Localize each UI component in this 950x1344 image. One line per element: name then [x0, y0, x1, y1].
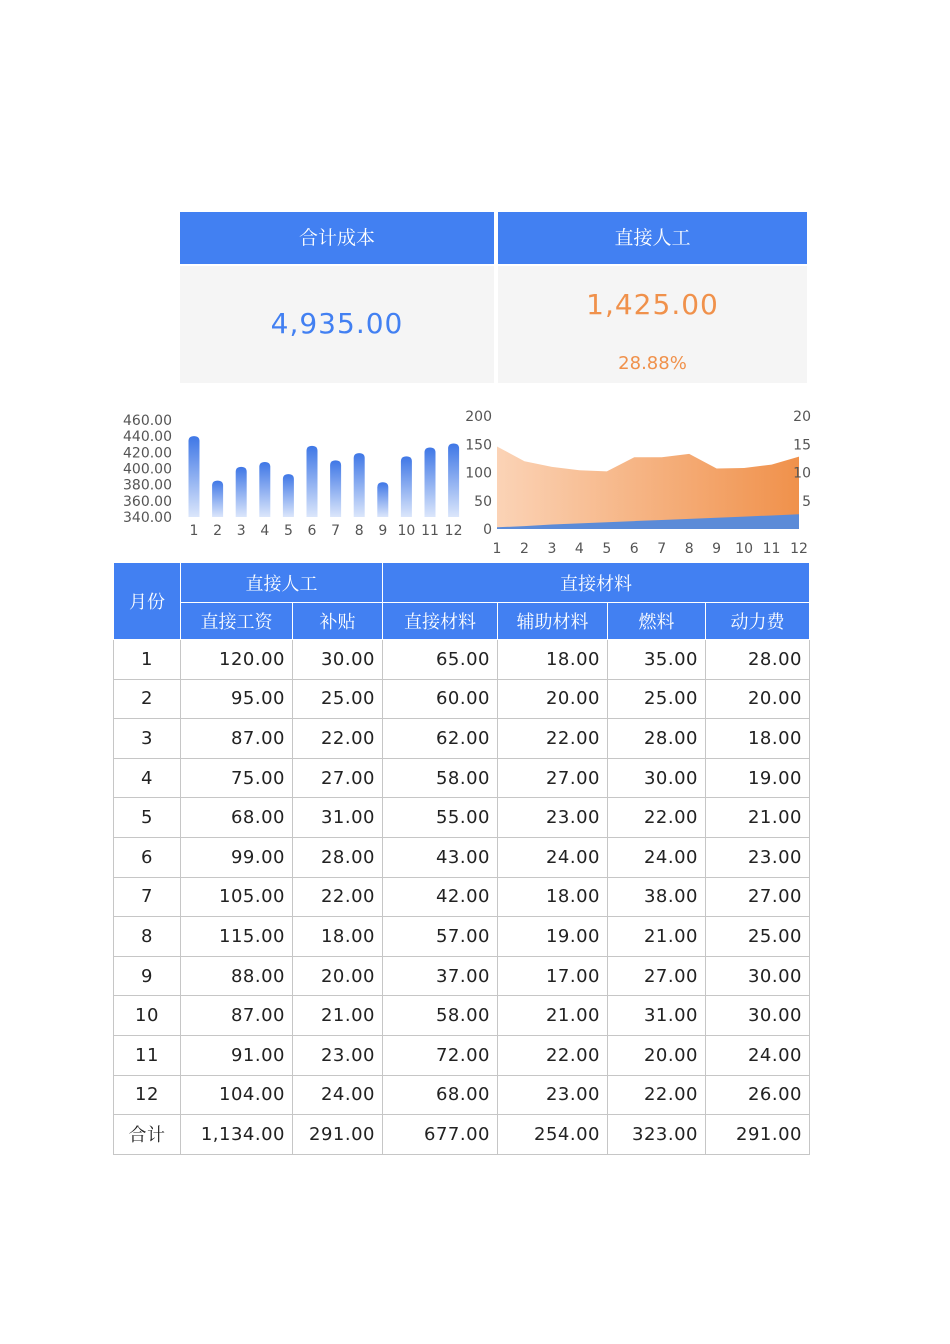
group-header-material: 直接材料 [383, 563, 810, 603]
table-row [114, 640, 810, 680]
month-cell: 3 [114, 719, 181, 759]
column-header: 补贴 [293, 603, 383, 640]
y-tick-label: 380.00 [123, 477, 172, 494]
x-tick-label: 2 [213, 523, 223, 539]
x-tick-label: 7 [331, 523, 341, 539]
column-header: 直接材料 [383, 603, 498, 640]
table-row [114, 719, 810, 759]
table-cell: 57.00 [383, 917, 498, 957]
bar [212, 481, 223, 517]
bar-chart [112, 400, 472, 545]
table-cell: 87.00 [181, 996, 293, 1036]
y2-tick-label: 5 [802, 493, 811, 510]
x-tick-label: 11 [762, 541, 781, 557]
table-cell: 87.00 [181, 719, 293, 759]
table-cell: 104.00 [181, 1075, 293, 1115]
kpi-labor-body [498, 266, 807, 383]
table-cell: 18.00 [293, 917, 383, 957]
month-cell: 6 [114, 837, 181, 877]
kpi-total-body [180, 266, 494, 383]
table-cell: 30.00 [706, 996, 810, 1036]
table-row [114, 798, 810, 838]
table-cell: 27.00 [293, 758, 383, 798]
table-row [114, 996, 810, 1036]
table-cell: 21.00 [706, 798, 810, 838]
table-cell: 17.00 [498, 956, 608, 996]
table-cell: 28.00 [293, 837, 383, 877]
table-cell: 88.00 [181, 956, 293, 996]
y-tick-label: 100 [465, 465, 492, 482]
y-tick-label: 200 [465, 409, 492, 425]
month-cell: 12 [114, 1075, 181, 1115]
table-cell: 26.00 [706, 1075, 810, 1115]
bar [236, 467, 247, 517]
table-cell: 62.00 [383, 719, 498, 759]
table-cell: 72.00 [383, 1035, 498, 1075]
table-cell: 25.00 [293, 679, 383, 719]
table-cell: 291.00 [293, 1115, 383, 1155]
table-cell: 75.00 [181, 758, 293, 798]
table-body [114, 640, 810, 1115]
x-tick-label: 10 [735, 541, 754, 557]
column-header: 动力费 [706, 603, 810, 640]
table-cell: 20.00 [706, 679, 810, 719]
y2-tick-label: 20 [793, 409, 811, 425]
table-cell: 30.00 [608, 758, 706, 798]
bar [307, 446, 318, 517]
kpi-labor-percent: 28.88% [618, 353, 687, 374]
table-cell: 21.00 [293, 996, 383, 1036]
x-tick-label: 5 [283, 523, 293, 539]
table-cell: 254.00 [498, 1115, 608, 1155]
y-tick-label: 400.00 [123, 461, 172, 478]
table-cell: 24.00 [706, 1035, 810, 1075]
x-tick-label: 1 [189, 523, 199, 539]
table-cell: 105.00 [181, 877, 293, 917]
y-tick-label: 360.00 [123, 493, 172, 510]
table-cell: 120.00 [181, 640, 293, 680]
table-cell: 30.00 [706, 956, 810, 996]
month-cell: 9 [114, 956, 181, 996]
table-cell: 35.00 [608, 640, 706, 680]
table-cell: 20.00 [608, 1035, 706, 1075]
table-cell: 27.00 [498, 758, 608, 798]
y-tick-label: 150 [465, 437, 492, 454]
table-cell: 20.00 [293, 956, 383, 996]
table-cell: 65.00 [383, 640, 498, 680]
table-cell: 95.00 [181, 679, 293, 719]
y-tick-label: 50 [474, 493, 492, 510]
table-cell: 58.00 [383, 758, 498, 798]
table-cell: 19.00 [498, 917, 608, 957]
table-cell: 43.00 [383, 837, 498, 877]
kpi-total-value: 4,935.00 [270, 307, 404, 340]
x-tick-label: 1 [492, 541, 502, 557]
table-cell: 19.00 [706, 758, 810, 798]
area-chart [455, 400, 815, 560]
table-cell: 60.00 [383, 679, 498, 719]
bar [401, 456, 412, 517]
bar [354, 453, 365, 517]
table-cell: 38.00 [608, 877, 706, 917]
y-tick-label: 340.00 [123, 510, 172, 526]
bar [330, 460, 341, 517]
table-cell: 677.00 [383, 1115, 498, 1155]
table-cell: 30.00 [293, 640, 383, 680]
table-cell: 23.00 [706, 837, 810, 877]
table-cell: 22.00 [498, 1035, 608, 1075]
x-tick-label: 6 [629, 541, 639, 557]
x-tick-label: 7 [657, 541, 667, 557]
table-row [114, 837, 810, 877]
table-cell: 24.00 [608, 837, 706, 877]
table-cell: 1,134.00 [181, 1115, 293, 1155]
table-cell: 99.00 [181, 837, 293, 877]
table-cell: 22.00 [293, 719, 383, 759]
table-cell: 24.00 [498, 837, 608, 877]
x-tick-label: 5 [602, 541, 612, 557]
table-cell: 28.00 [706, 640, 810, 680]
y-tick-label: 440.00 [123, 429, 172, 446]
bar [259, 462, 270, 517]
kpi-total-label: 合计成本 [180, 212, 494, 264]
x-tick-label: 12 [444, 523, 463, 539]
table-row [114, 679, 810, 719]
table-cell: 58.00 [383, 996, 498, 1036]
table-cell: 55.00 [383, 798, 498, 838]
bar [377, 482, 388, 517]
table-cell: 31.00 [608, 996, 706, 1036]
y-tick-label: 420.00 [123, 445, 172, 462]
table-cell: 31.00 [293, 798, 383, 838]
x-tick-label: 6 [307, 523, 317, 539]
x-tick-label: 11 [421, 523, 439, 539]
table-cell: 18.00 [498, 877, 608, 917]
month-cell: 4 [114, 758, 181, 798]
kpi-labor-value: 1,425.00 [586, 288, 719, 321]
month-header: 月份 [114, 563, 181, 640]
table-cell: 25.00 [706, 917, 810, 957]
table-cell: 28.00 [608, 719, 706, 759]
table-cell: 27.00 [706, 877, 810, 917]
x-tick-label: 3 [236, 523, 246, 539]
x-tick-label: 12 [790, 541, 808, 557]
x-tick-label: 10 [397, 523, 416, 539]
table-cell: 91.00 [181, 1035, 293, 1075]
column-header: 直接工资 [181, 603, 293, 640]
table-row [114, 1035, 810, 1075]
month-cell: 1 [114, 640, 181, 680]
table-cell: 42.00 [383, 877, 498, 917]
group-header-labor: 直接人工 [181, 563, 383, 603]
table-row [114, 956, 810, 996]
table-row [114, 1075, 810, 1115]
y2-tick-label: 10 [793, 465, 811, 482]
table-cell: 25.00 [608, 679, 706, 719]
table-cell: 291.00 [706, 1115, 810, 1155]
x-tick-label: 8 [684, 541, 694, 557]
table-cell: 22.00 [498, 719, 608, 759]
table-cell: 22.00 [608, 798, 706, 838]
table-row [114, 877, 810, 917]
table-cell: 22.00 [293, 877, 383, 917]
table-cell: 20.00 [498, 679, 608, 719]
x-tick-label: 9 [378, 523, 388, 539]
y2-tick-label: 15 [793, 437, 811, 454]
month-cell: 5 [114, 798, 181, 838]
table-cell: 115.00 [181, 917, 293, 957]
table-cell: 23.00 [498, 1075, 608, 1115]
table-cell: 37.00 [383, 956, 498, 996]
table-cell: 27.00 [608, 956, 706, 996]
x-tick-label: 9 [712, 541, 722, 557]
table-row [114, 758, 810, 798]
y-tick-label: 460.00 [123, 413, 172, 429]
month-cell: 7 [114, 877, 181, 917]
cost-table [113, 562, 810, 1155]
table-cell: 21.00 [498, 996, 608, 1036]
table-row [114, 917, 810, 957]
y-tick-label: 0 [483, 522, 492, 538]
month-cell: 11 [114, 1035, 181, 1075]
table-cell: 23.00 [293, 1035, 383, 1075]
month-cell: 8 [114, 917, 181, 957]
table-cell: 323.00 [608, 1115, 706, 1155]
total-label: 合计 [114, 1115, 181, 1155]
x-tick-label: 8 [354, 523, 364, 539]
bar [189, 436, 200, 517]
x-tick-label: 4 [260, 523, 270, 539]
x-tick-label: 3 [547, 541, 557, 557]
bar [425, 447, 436, 517]
bar [283, 474, 294, 517]
table-cell: 18.00 [498, 640, 608, 680]
table-cell: 23.00 [498, 798, 608, 838]
table-cell: 24.00 [293, 1075, 383, 1115]
kpi-labor-label: 直接人工 [498, 212, 807, 264]
month-cell: 2 [114, 679, 181, 719]
month-cell: 10 [114, 996, 181, 1036]
table-cell: 18.00 [706, 719, 810, 759]
total-row [114, 1115, 810, 1155]
table-cell: 21.00 [608, 917, 706, 957]
x-tick-label: 4 [574, 541, 584, 557]
table-cell: 22.00 [608, 1075, 706, 1115]
x-tick-label: 2 [519, 541, 529, 557]
column-header: 燃料 [608, 603, 706, 640]
table-cell: 68.00 [181, 798, 293, 838]
column-header: 辅助材料 [498, 603, 608, 640]
table-cell: 68.00 [383, 1075, 498, 1115]
